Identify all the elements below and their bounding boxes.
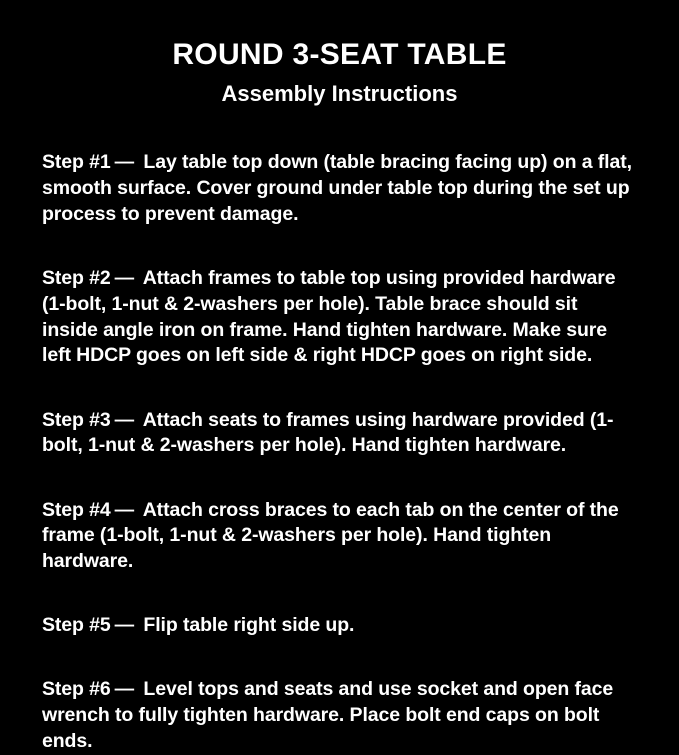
step-text: Attach seats to frames using hardware provided (1-bolt, 1-nut & 2-washers per hole). Hand tighten hardware. [42,408,614,457]
step-dash: — [114,408,135,431]
page-subtitle: Assembly Instructions [221,80,458,106]
list-item [42,498,637,575]
step-dash: — [114,267,135,290]
list-item [42,408,637,459]
step-label: Step #3 [42,408,111,431]
step-dash: — [114,498,135,521]
list-item [42,677,637,754]
step-text: Flip table right side up. [143,614,355,637]
step-label: Step #1 [42,151,111,174]
step-dash: — [114,678,135,701]
list-item [42,150,637,227]
step-dash: — [114,614,135,637]
list-item [42,266,637,369]
steps-list [42,131,637,755]
step-text: Attach frames to table top using provided hardware (1-bolt, 1-nut & 2-washers per hole). Table brace should sit inside angle iron on frame. Hand tighten hardware. Make sure left HDCP goes on left side & right HDCP goes on right side. [42,267,616,367]
step-text: Lay table top down (table bracing facing up) on a flat, smooth surface. Cover ground under table top during the set up process to prevent damage. [42,151,632,225]
list-item [42,613,637,639]
step-label: Step #4 [42,498,111,521]
step-label: Step #6 [42,678,111,701]
step-dash: — [114,151,135,174]
step-text: Level tops and seats and use socket and open face wrench to fully tighten hardware. Place bolt end caps on bolt ends. [42,678,614,752]
page-title: ROUND 3-SEAT TABLE [172,38,507,71]
step-label: Step #5 [42,614,111,637]
step-text: Attach cross braces to each tab on the center of the frame (1-bolt, 1-nut & 2-washers per hole). Hand tighten hardware. [42,498,619,572]
step-label: Step #2 [42,267,111,290]
